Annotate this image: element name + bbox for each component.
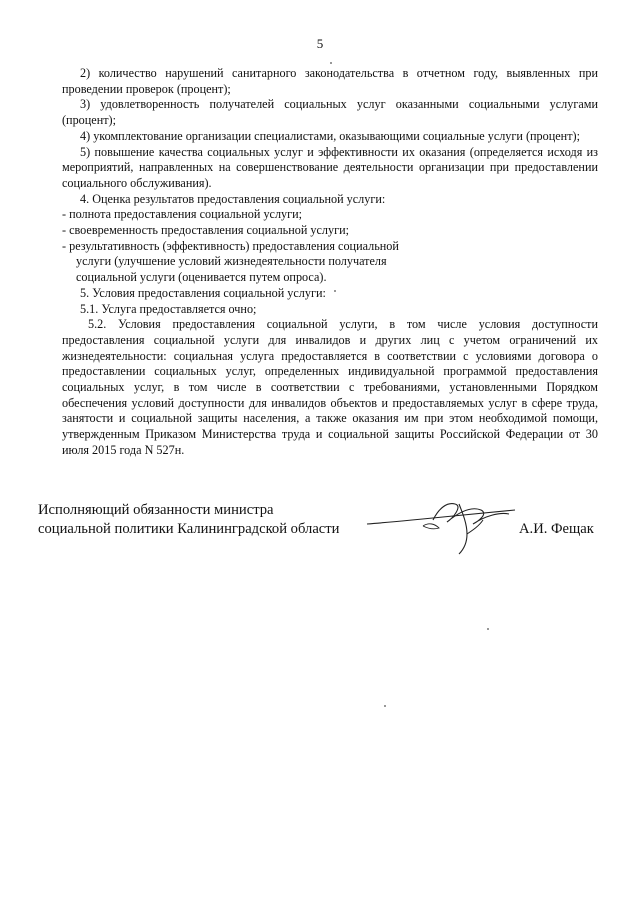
list-item: - своевременность предоставления социальной услуги; [62,223,350,238]
signatory-name: А.И. Фещак [519,521,594,537]
list-item: - результативность (эффективность) предоставления социальной [62,238,399,253]
paragraph: 5) повышение качества социальных услуг и эффективности их оказания (определяется исходя из мероприятий, направленных на совершенствование деятельности организации при предоставлении социального обслуживания). [62,144,598,190]
signature-block [38,500,598,560]
section-heading: 4. Оценка результатов предоставления социальной услуги: [80,191,386,206]
scan-speck [384,705,386,707]
scan-speck [330,62,332,64]
scan-speck [487,628,489,630]
document-body [62,66,598,459]
list-item-continuation: социальной услуги (оценивается путем опроса). [76,270,327,285]
section-heading: 5. Условия предоставления социальной услуги: [80,285,326,300]
page-number: 5 [316,36,324,51]
paragraph: 2) количество нарушений санитарного законодательства в отчетном году, выявленных при проведении проверок (процент); [62,66,598,96]
paragraph: 4) укомплектование организации специалистами, оказывающими социальные услуги (процент); [80,128,580,143]
signatory-title-line-1: Исполняющий обязанности министра [38,502,274,518]
paragraph: 5.1. Услуга предоставляется очно; [80,301,257,316]
list-item-continuation: услуги (улучшение условий жизнедеятельности получателя [76,254,387,269]
paragraph: 5.2. Условия предоставления социальной услуги, в том числе условия доступности предоставления социальной услуги для инвалидов и других лиц с учетом ограничений их жизнедеятельности: социальная услуга предоставляется в соответствии с условиями договора о предоставлении социальных услуг, определенных индивидуальной программой предоставления социальных услуг, в том числе в соответствии с требованиями, установленными Порядком обеспечения условий доступности для инвалидов объектов и предоставляемых услуг в сфере труда, занятости и социальной защиты населения, а также оказания им при этом необходимой помощи, утвержденным Приказом Министерства труда и социальной защиты Российской Федерации от 30 июля 2015 года N 527н. [62,317,598,457]
handwritten-signature [363,494,523,558]
list-item: - полнота предоставления социальной услуги; [62,207,303,222]
paragraph: 3) удовлетворенность получателей социальных услуг оказанными социальными услугами (процент); [62,97,598,128]
signatory-title-line-2: социальной политики Калининградской области [38,521,340,537]
